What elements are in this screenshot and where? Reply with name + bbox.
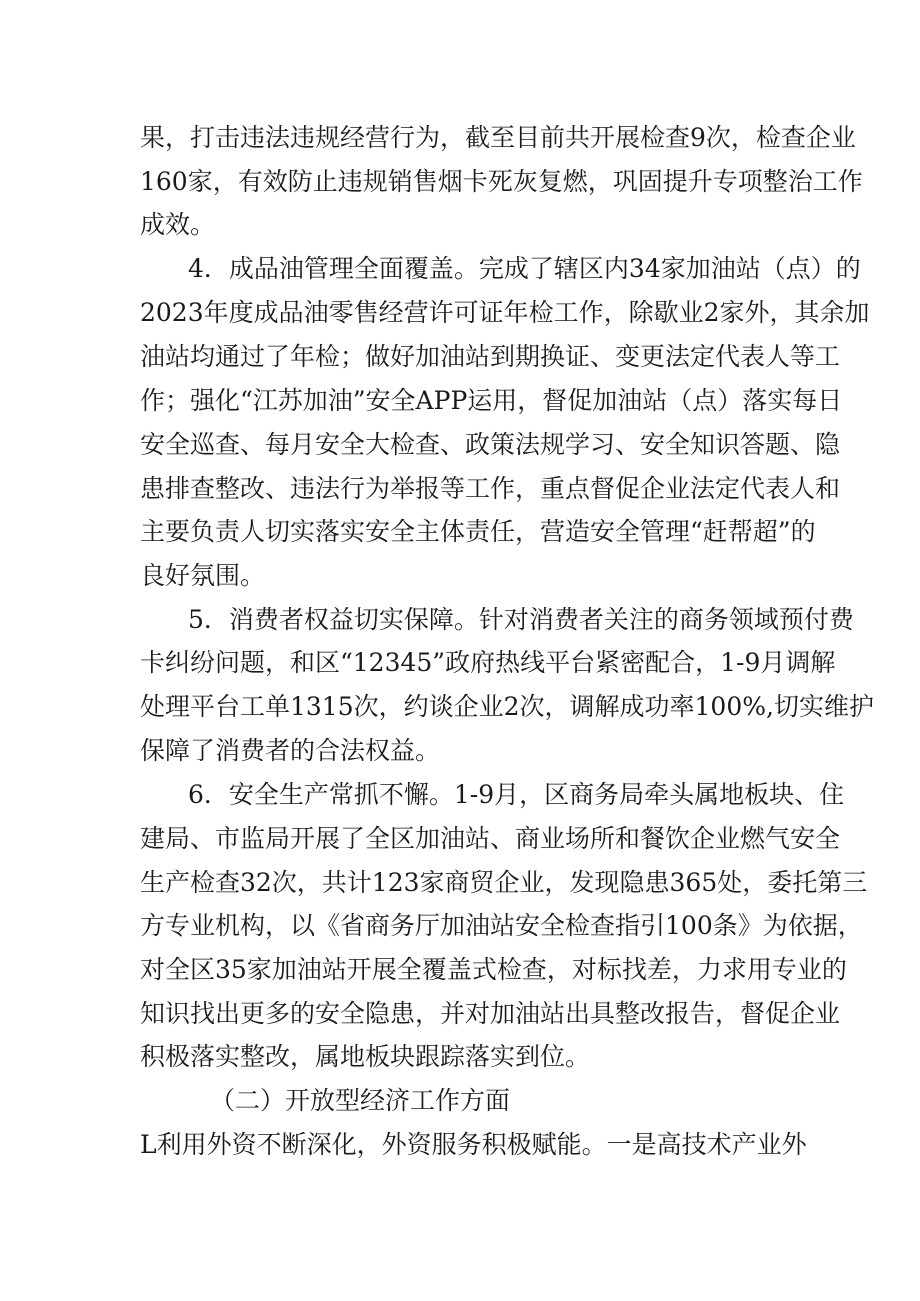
- paragraph-line: 处理平台工单1315次，约谈企业2次，调解成功率100%,切实维护: [140, 692, 874, 721]
- paragraph-line: 作；强化“江苏加油”安全APP运用，督促加油站（点）落实每日: [140, 386, 843, 415]
- paragraph-line: 160家，有效防止违规销售烟卡死灰复燃，巩固提升专项整治工作: [140, 167, 863, 196]
- paragraph-line: 知识找出更多的安全隐患，并对加油站出具整改报告，督促企业: [140, 999, 841, 1028]
- paragraph-line: 保障了消费者的合法权益。: [140, 736, 441, 765]
- paragraph-line: 主要负责人切实落实安全主体责任，营造安全管理“赶帮超”的: [140, 517, 816, 546]
- paragraph-line: 2023年度成品油零售经营许可证年检工作，除歇业2家外，其余加: [140, 298, 870, 327]
- paragraph-line: 患排查整改、违法行为举报等工作，重点督促企业法定代表人和: [140, 474, 841, 503]
- paragraph-line: 对全区35家加油站开展全覆盖式检查，对标找差，力求用专业的: [140, 955, 847, 984]
- paragraph-line: 生产检查32次，共计123家商贸企业，发现隐患365处，委托第三: [140, 868, 868, 897]
- section-heading-open-economy: （二）开放型经济工作方面: [210, 1086, 511, 1115]
- section-5-heading-line: 5．消费者权益切实保障。针对消费者关注的商务领域预付费: [188, 605, 854, 634]
- section-4-heading-line: 4．成品油管理全面覆盖。完成了辖区内34家加油站（点）的: [188, 254, 861, 283]
- paragraph-line: 建局、市监局开展了全区加油站、商业场所和餐饮企业燃气安全: [140, 824, 841, 853]
- paragraph-line: 方专业机构，以《省商务厅加油站安全检查指引100条》为依据，: [140, 911, 863, 940]
- paragraph-line: L利用外资不断深化，外资服务积极赋能。一是高技术产业外: [140, 1130, 807, 1159]
- paragraph-line: 成效。: [140, 210, 216, 239]
- paragraph-line: 油站均通过了年检；做好加油站到期换证、变更法定代表人等工: [140, 342, 841, 371]
- paragraph-line: 果，打击违法违规经营行为，截至目前共开展检查9次，检查企业: [140, 123, 856, 152]
- paragraph-line: 积极落实整改，属地板块跟踪落实到位。: [140, 1042, 591, 1071]
- section-6-heading-line: 6．安全生产常抓不懈。1-9月，区商务局牵头属地板块、住: [188, 780, 845, 809]
- paragraph-line: 良好氛围。: [140, 561, 266, 590]
- paragraph-line: 卡纠纷问题，和区“12345”政府热线平台紧密配合，1-9月调解: [140, 648, 836, 677]
- paragraph-line: 安全巡查、每月安全大检查、政策法规学习、安全知识答题、隐: [140, 430, 841, 459]
